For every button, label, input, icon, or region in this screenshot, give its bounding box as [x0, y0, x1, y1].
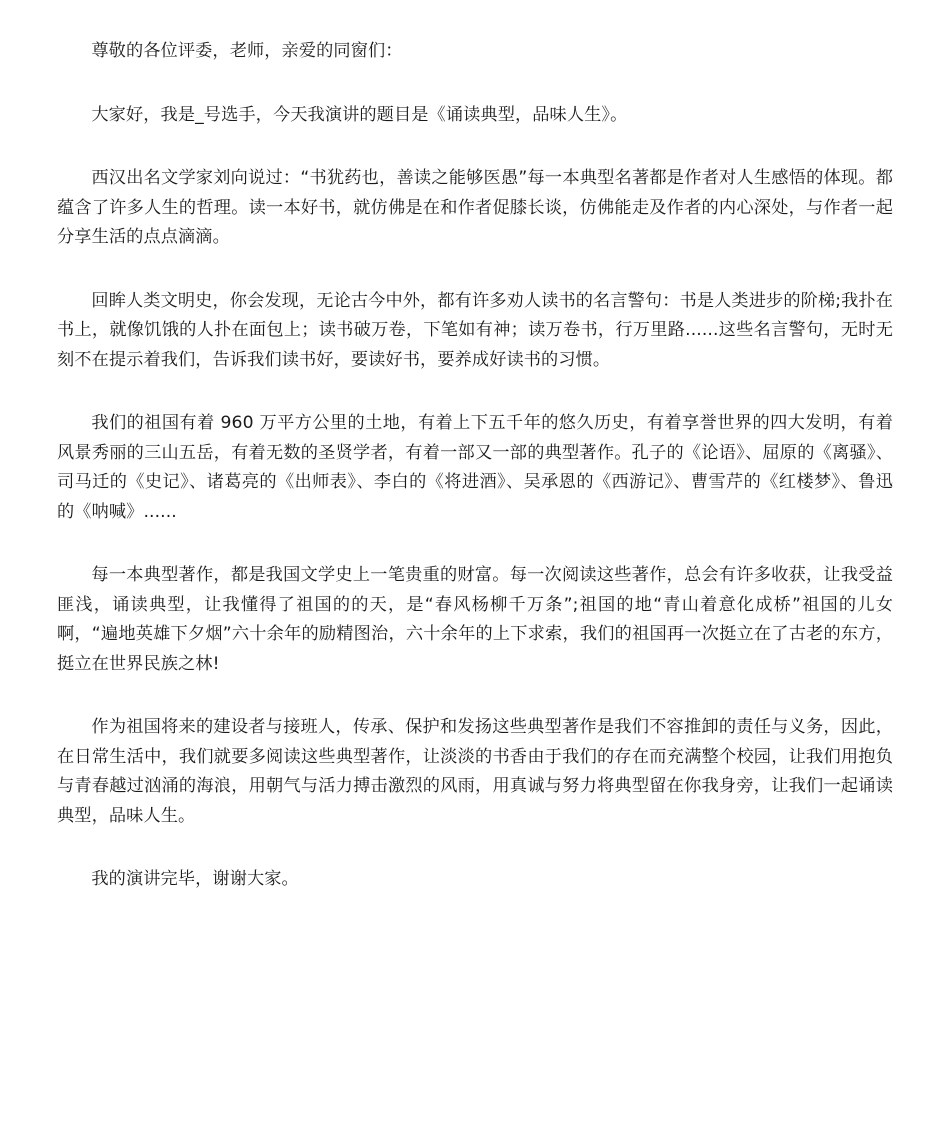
body-paragraph: 我们的祖国有着 960 万平方公里的土地，有着上下五千年的悠久历史，有着享誉世界的四大发明，有着风景秀丽的三山五岳，有着无数的圣贤学者，有着一部又一部的典型著作。孔子的《论语》、屈原的《离骚》、司马迁的《史记》、诸葛亮的《出师表》、李白的《将进酒》、吴承恩的《西游记》、曹雪芹的《红楼梦》、鲁迅的《呐喊》...... [57, 413, 893, 522]
salutation-paragraph: 尊敬的各位评委，老师，亲爱的同窗们： [91, 41, 403, 61]
closing-paragraph: 我的演讲完毕，谢谢大家。 [91, 869, 299, 889]
greeting-paragraph: 大家好，我是_号选手，今天我演讲的题目是《诵读典型，品味人生》。 [91, 104, 628, 125]
body-paragraph: 回眸人类文明史，你会发现，无论古今中外，都有许多劝人读书的名言警句：书是人类进步的阶梯;我扑在书上，就像饥饿的人扑在面包上；读书破万卷，下笔如有神；读万卷书，行万里路......这些名言警句，无时无刻不在提示着我们，告诉我们读书好，要读好书，要养成好读书的习惯。 [57, 290, 893, 370]
body-paragraph: 每一本典型著作，都是我国文学史上一笔贵重的财富。每一次阅读这些著作，总会有许多收获，让我受益匪浅，诵读典型，让我懂得了祖国的的天，是“春风杨柳千万条”;祖国的地“青山着意化成桥”祖国的儿女啊，“遍地英雄下夕烟”六十余年的励精图治，六十余年的上下求索，我们的祖国再一次挺立在了古老的东方，挺立在世界民族之林! [57, 565, 893, 674]
body-paragraph: 西汉出名文学家刘向说过：“书犹药也，善读之能够医愚”每一本典型名著都是作者对人生感悟的体现。都蕴含了许多人生的哲理。读一本好书，就仿佛是在和作者促膝长谈，仿佛能走及作者的内心深处，与作者一起分享生活的点点滴滴。 [57, 168, 893, 247]
body-paragraph: 作为祖国将来的建设者与接班人，传承、保护和发扬这些典型著作是我们不容推卸的责任与义务，因此，在日常生活中，我们就要多阅读这些典型著作，让淡淡的书香由于我们的存在而充满整个校园，让我们用抱负与青春越过汹涌的海浪，用朝气与活力搏击激烈的风雨，用真诚与努力将典型留在你我身旁，让我们一起诵读典型，品味人生。 [57, 717, 893, 826]
